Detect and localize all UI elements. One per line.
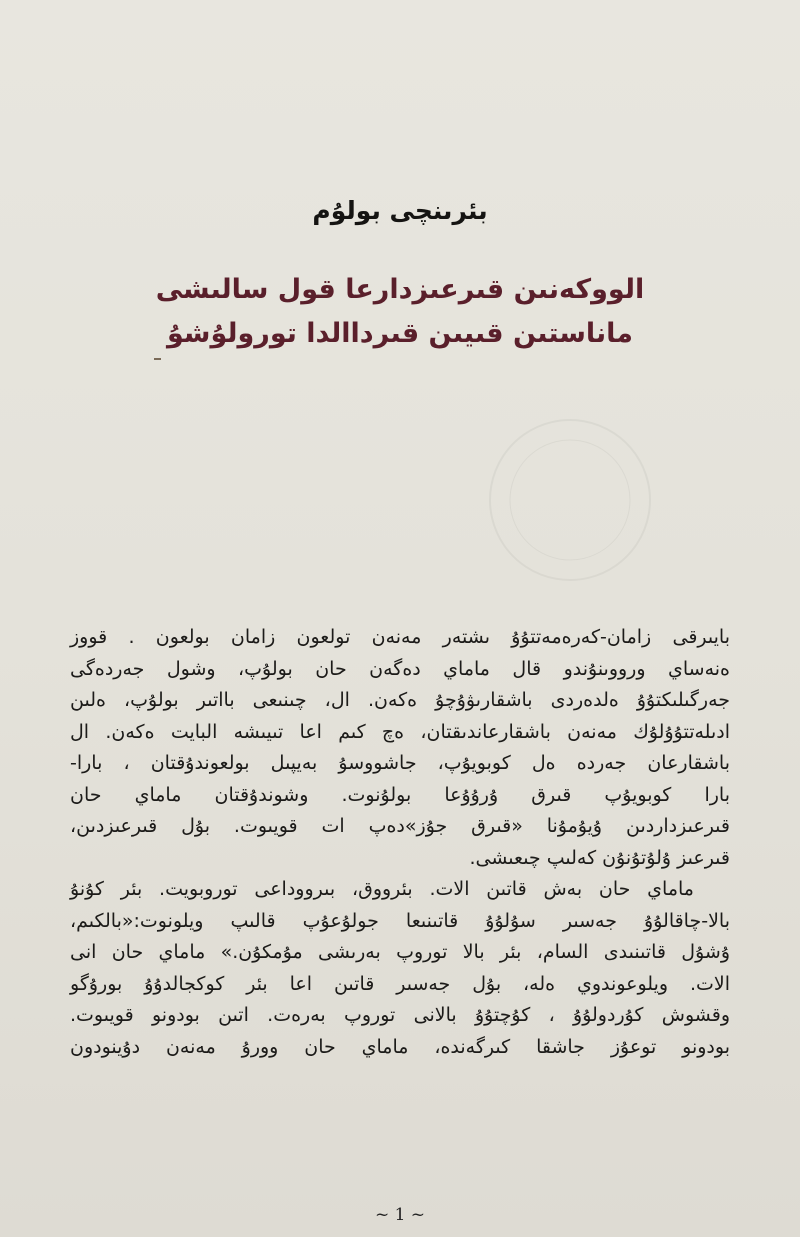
text-line: قىرعىز ۇلۇتۇنۇن كەلىپ چىعىشى. [469, 846, 730, 869]
text-line: ادىلەتتۇۇلۇك مەنەن باشقارعاندىقتان، ەچ كىم اعا تىيىشە البايت ەكەن. ال [70, 720, 730, 743]
text-line: ۇشۇل قاتىنىدى السام، بئر بالا توروپ بەرىشى مۇمكۇن.» ماماي حان انى [70, 941, 730, 963]
page-number: ~ 1 ~ [374, 1205, 426, 1225]
watermark-seal-icon [431, 361, 710, 640]
body-text [70, 622, 730, 1063]
watermark-stamp [431, 361, 710, 640]
text-line: وقشوش كۇردولۇۇ ، كۇچتۇۇ بالانى توروپ بەرەت. اتىن بودونو قويىوت. [70, 1004, 730, 1026]
text-line: بودونو توعۇز جاشقا كىرگەندە، ماماي حان وورۇ مەنەن دۇينودون [70, 1035, 730, 1058]
chapter-title-line-2: ماناستىن قىيىن قىرداالدا تورولۇشۇ [166, 318, 634, 349]
text-line: ەنەساي ورووىنۇندو قال ماماي دەگەن حان بولۇپ، وشول جەردەگى [70, 657, 730, 680]
text-line: باشقارعان جەردە ەل كوبويۇپ، جاشووسۇ بەيپىل بولعوندۇقتان ، بارا- [70, 752, 730, 774]
decorative-mark [154, 358, 161, 360]
text-line: جەرگىلىكتۇۇ ەلدەردى باشقارىۋۇچۇ ەكەن. ال، چىنىعى بااتىر بولۇپ، ەلىن [70, 689, 730, 711]
paragraph-1 [70, 622, 730, 874]
chapter-heading: بئرىنچى بولۇم [312, 196, 488, 225]
chapter-title [0, 268, 800, 356]
text-line: بارا كوبويۇپ قىرق ۇرۇۇعا بولۇنوت. وشوندۇقتان ماماي حان [70, 783, 730, 806]
text-line: قىرعىزداردىن ۇيۇمۇنا «قىرق جۇز»دەپ ات قويىوت. بۇل قىرعىزدىن، [70, 815, 730, 837]
chapter-title-line-1: الووكەنىن قىرعىزدارعا قول سالىشى [155, 274, 645, 305]
paragraph-2 [70, 874, 730, 1063]
text-line: ماماي حان بەش قاتىن الات. بئرووق، بىرووداعى توروبويت. بئر كۇنۇ [70, 878, 694, 900]
text-line: الات. ويلوعوندوي ەلە، بۇل جەسىر قاتىن اعا بئر كوكجالدۇۇ بورۇگو [70, 972, 730, 995]
text-line: بايىرقى زامان-كەرەمەتتۇۇ ىشتەر مەنەن تولعون زامان بولعون . قووز [70, 626, 730, 648]
text-line: بالا-چاقالۇۇ جەسىر سۇلۇۇ قاتىنىعا جولۇعۇپ قالىپ ويلونوت:«بالكىم، [70, 909, 730, 932]
